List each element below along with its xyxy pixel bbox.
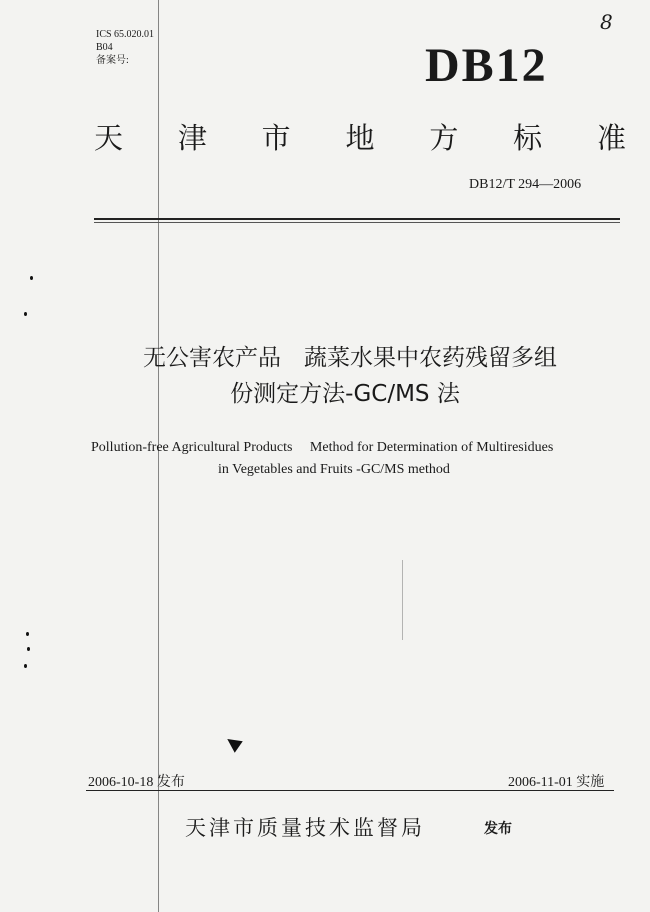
title-char: 准 <box>596 121 626 155</box>
english-title-line1: Pollution-free Agricultural Products Method for Determination of Multiresidues <box>91 440 554 455</box>
title-char: 津 <box>177 121 207 155</box>
implementation-date: 2006-11-01 实施 <box>508 775 605 790</box>
english-title-line2: in Vegetables and Fruits -GC/MS method <box>218 462 450 477</box>
scan-speck <box>30 276 33 280</box>
scan-speck <box>24 664 27 668</box>
ics-code: ICS 65.020.01 <box>96 29 155 40</box>
ink-blot <box>223 733 242 752</box>
scan-speck <box>26 632 29 636</box>
filing-number-label: 备案号: <box>96 55 129 66</box>
footer-divider <box>86 790 614 791</box>
standard-type-title <box>94 116 626 157</box>
scan-artifact-line <box>402 560 403 640</box>
title-char: 天 <box>94 121 124 155</box>
title-char: 市 <box>261 121 291 155</box>
classification-block <box>96 28 154 67</box>
chinese-title <box>0 340 650 412</box>
chinese-title-line2: 份测定方法-GC/MS 法 <box>230 381 460 407</box>
category-code: B04 <box>96 42 113 53</box>
handwritten-mark: 8 <box>600 10 613 34</box>
standard-number: DB12/T 294—2006 <box>469 177 582 192</box>
header-divider <box>94 218 620 220</box>
issue-date: 2006-10-18 发布 <box>88 775 185 790</box>
header-divider <box>94 222 620 223</box>
standard-code: DB12 <box>425 39 548 92</box>
chinese-title-line1: 无公害农产品 蔬菜水果中农药残留多组 <box>143 345 557 371</box>
title-char: 标 <box>513 121 543 155</box>
title-char: 方 <box>429 121 459 155</box>
scan-speck <box>24 312 27 316</box>
title-char: 地 <box>345 121 375 155</box>
scan-speck <box>27 647 30 651</box>
publisher-name: 天津市质量技术监督局 <box>185 816 425 840</box>
publisher-suffix: 发布 <box>484 821 512 837</box>
